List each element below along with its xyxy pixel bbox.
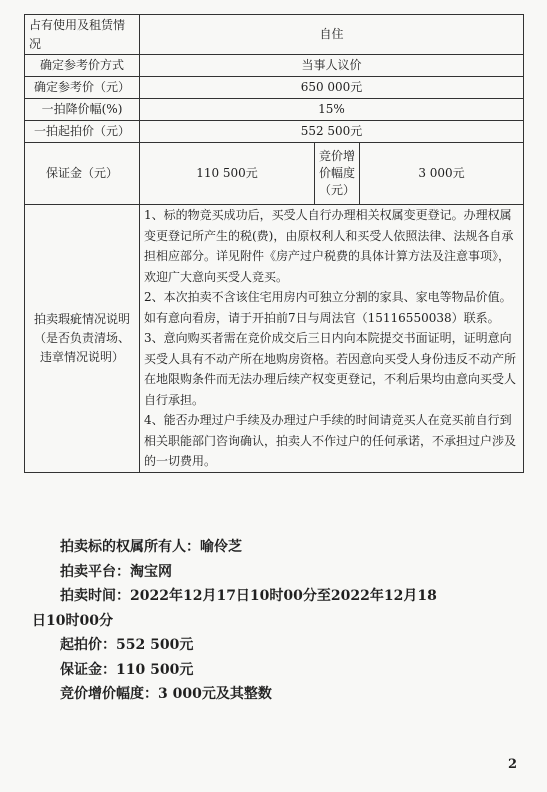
increment-label: 竞价增价幅度（元） [315,143,360,205]
reduction-label: 一拍降价幅(%) [25,99,140,121]
increment-value: 3 000元 [360,143,524,205]
deposit-value: 110 500元 [140,143,315,205]
table-row [25,121,524,143]
defects-sublabel: （是否负责清场、违章情况说明） [33,330,130,364]
start-price-value: 552 500元 [140,121,524,143]
method-label: 确定参考价方式 [25,55,140,77]
note-item: 4、能否办理过户手续及办理过户手续的时间请竞买人在竞买前自行到相关职能部门咨询确认，拍卖人不作过户的任何承诺，不承担过户涉及的一切费用。 [144,413,517,468]
reduction-value: 15% [140,99,524,121]
defects-label: 拍卖瑕疵情况说明 [33,311,130,326]
auction-summary [32,535,512,707]
owner-line: 拍卖标的权属所有人：喻伶芝 [60,539,242,555]
table-row [25,99,524,121]
time-line: 拍卖时间：2022年12月17日10时00分至2022年12月18 [60,588,437,604]
defects-label-cell [25,205,140,473]
table-row [25,143,524,205]
platform-line: 拍卖平台：淘宝网 [60,563,172,580]
time-line-continued: 日10时00分 [32,612,113,629]
table-row [25,77,524,99]
usage-value: 自住 [140,15,524,55]
ref-price-value: 650 000元 [140,77,524,99]
table-row [25,55,524,77]
deposit-line: 保证金：110 500元 [60,661,194,678]
note-item: 1、标的物竞买成功后，买受人自行办理相关权属变更登记。办理权属变更登记所产生的税(费)，由原权利人和买受人依照法律、法规各自承担相应部分。详见附件《房产过户税费的具体计算方法及注意事项》，欢迎广大意向买受人竞买。 [144,208,514,284]
increment-line: 竞价增价幅度：3 000元及其整数 [60,686,272,702]
page-number: 2 [507,757,517,772]
defects-notes [140,205,524,473]
start-price-label: 一拍起拍价（元） [25,121,140,143]
note-item: 2、本次拍卖不含该住宅用房内可独立分割的家具、家电等物品价值。如有意向看房，请于开拍前7日与周法官（15116550038）联系。 [144,290,512,325]
table-row [25,205,524,473]
note-item: 3、意向购买者需在竞价成交后三日内向本院提交书面证明，证明意向买受人具有不动产所在地购房资格。若因意向买受人身份违反不动产所在地限购条件而无法办理后续产权变更登记，不利后果均由意向买受人自行承担。 [144,331,517,407]
table-row [25,15,524,55]
ref-price-label: 确定参考价（元） [25,77,140,99]
deposit-label: 保证金（元） [25,143,140,205]
method-value: 当事人议价 [140,55,524,77]
auction-info-table [24,14,524,473]
usage-label: 占有使用及租赁情况 [25,15,140,55]
start-price-line: 起拍价：552 500元 [60,637,194,653]
